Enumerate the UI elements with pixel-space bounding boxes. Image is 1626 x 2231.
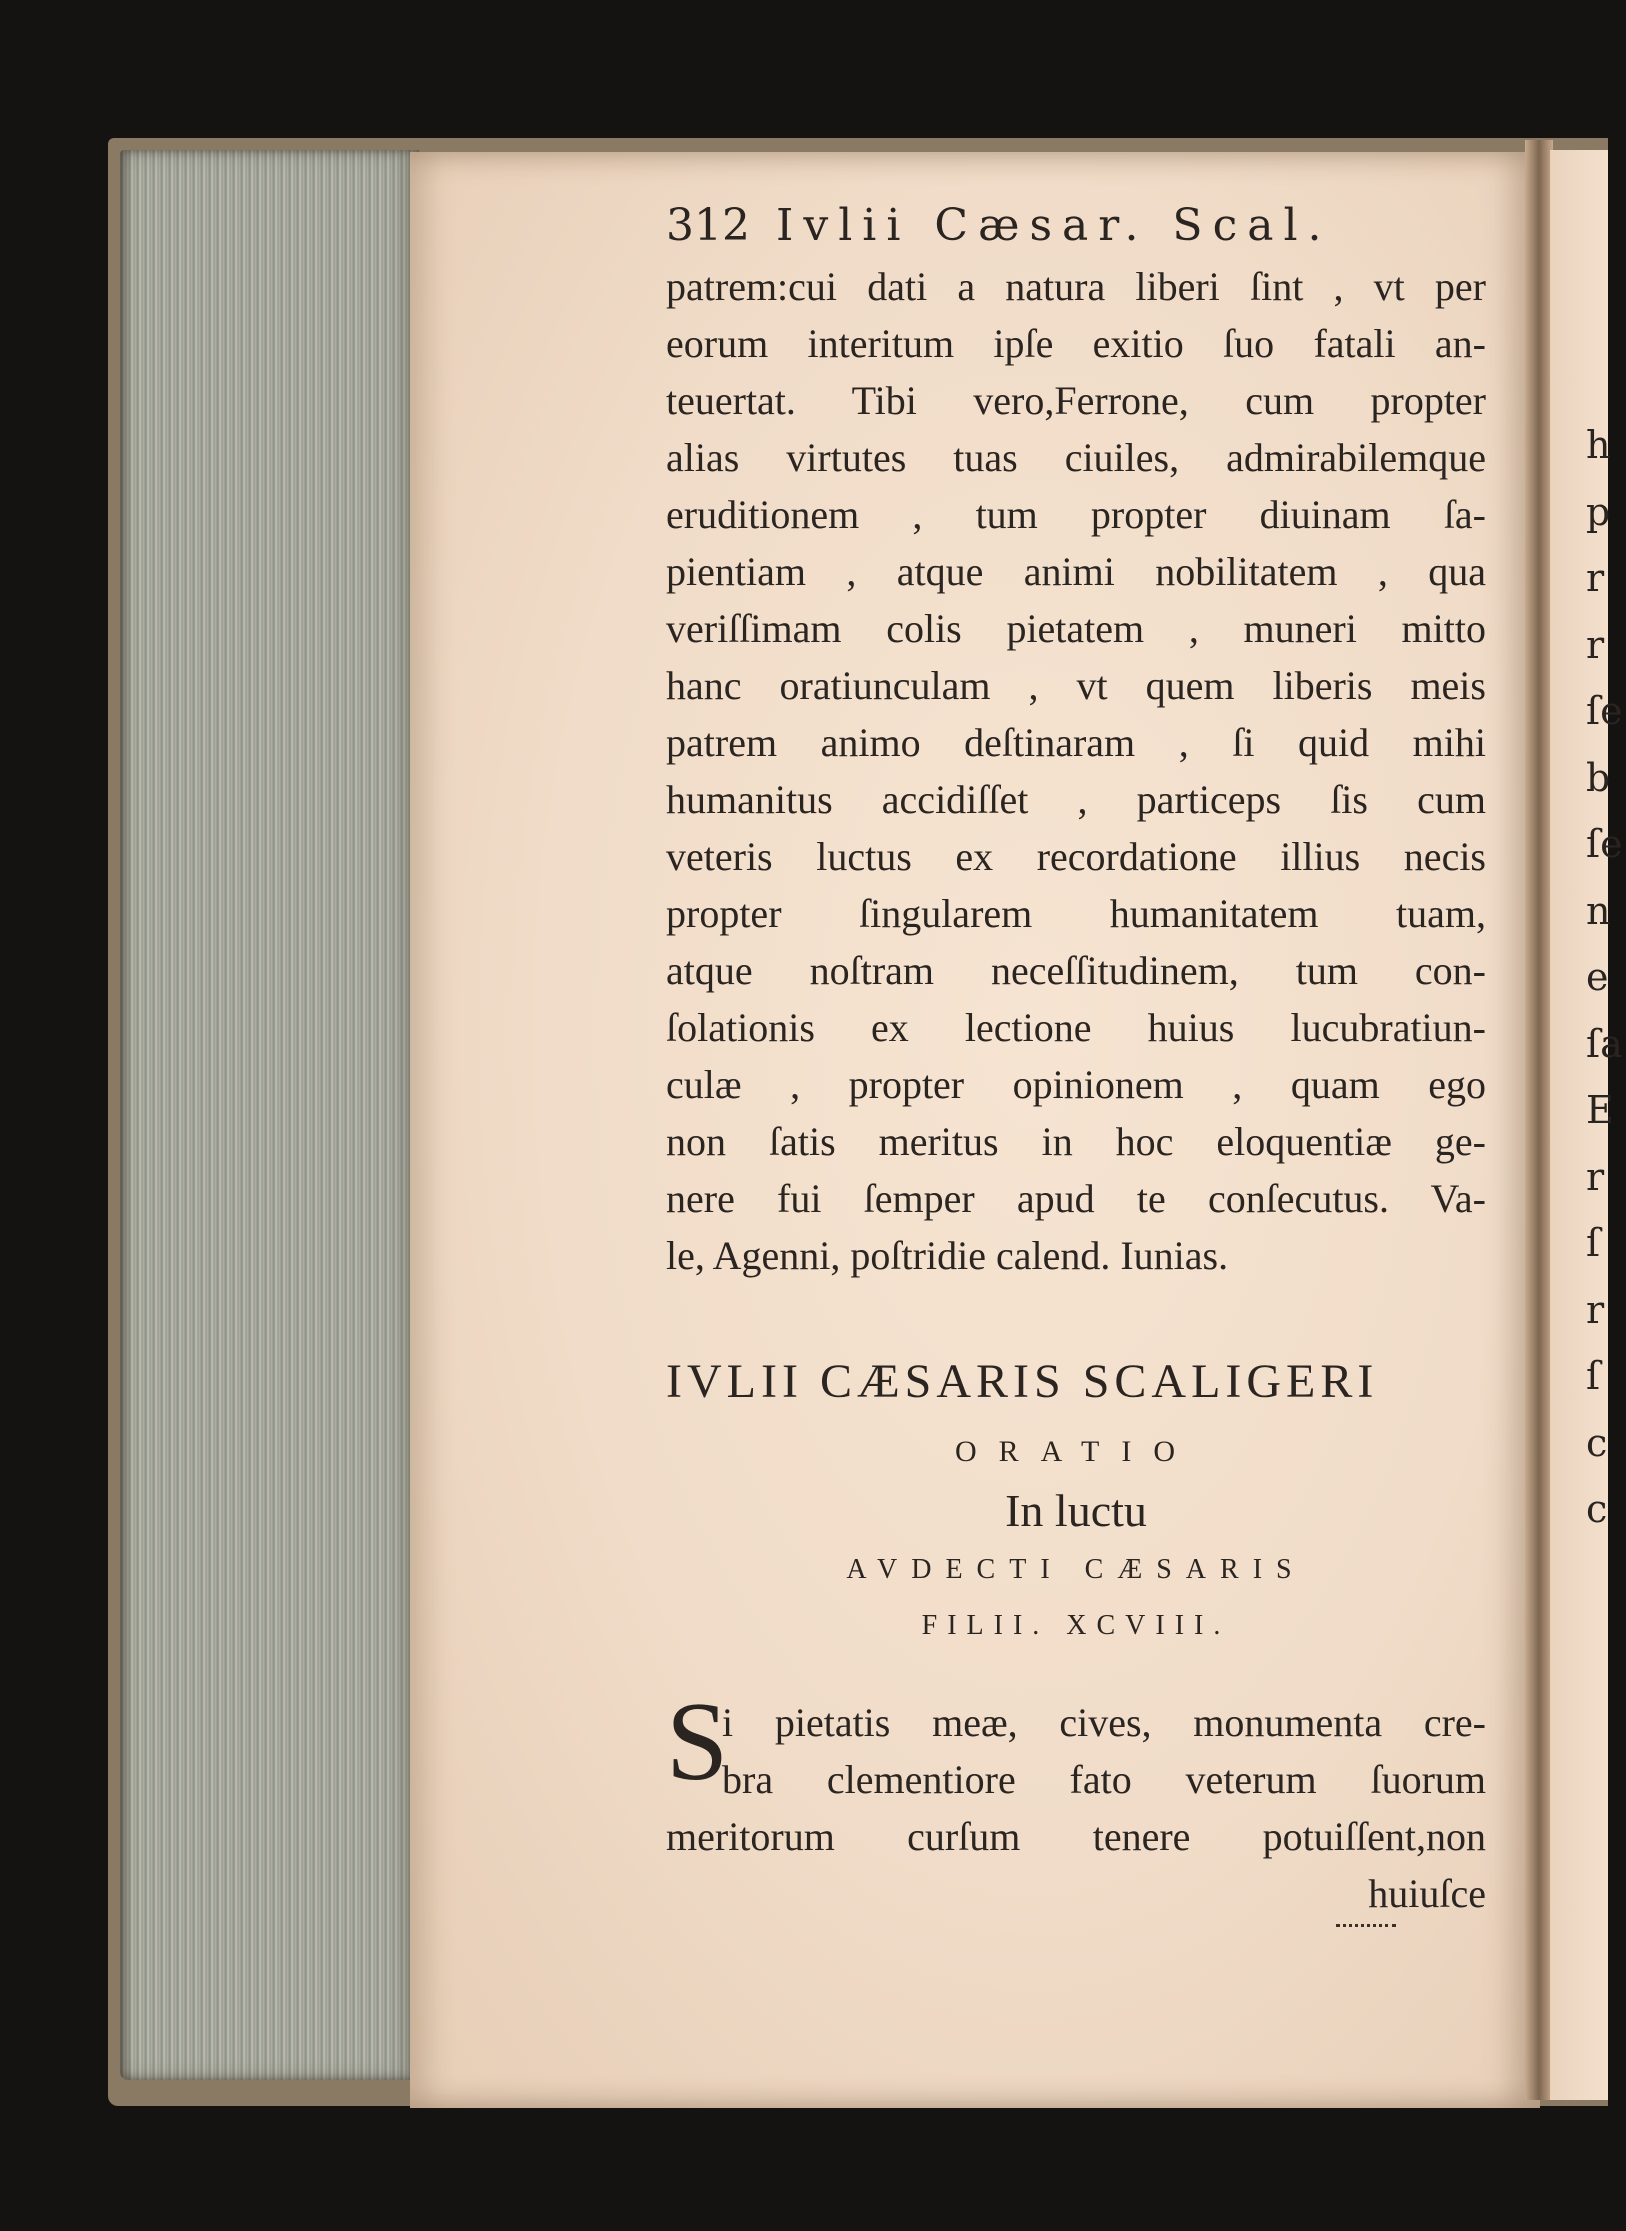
oration-full-lines [666,1808,1486,1865]
drop-cap: S [666,1680,729,1804]
facing-page-letter: e [1586,955,1609,999]
text-line: meritorum curſum tenere potuiſſent,non [666,1814,1486,1859]
text-line: veriſſimam colis pietatem , muneri mitto [666,606,1486,651]
facing-page-letter: p [1586,489,1611,534]
running-head [666,200,1486,258]
text-line: humanitus accidiſſet , particeps ſis cum [666,777,1486,822]
text-line: eruditionem , tum propter diuinam ſa- [666,492,1486,537]
oration-opening [666,1680,1486,1927]
page-edges [120,150,420,2080]
oration-author-heading: IVLII CÆSARIS SCALIGERI [666,1355,1379,1408]
text-line: eorum interitum ipſe exitio ſuo fatali an- [666,321,1486,366]
signature-mark [1336,1924,1396,1927]
facing-page-letter: r [1586,1154,1605,1199]
text-line: patrem:cui dati a natura liberi ſint , vt per [666,264,1486,309]
facing-page-letter: h [1586,423,1611,467]
facing-page-letter: r [1586,556,1605,600]
facing-page-letter: c [1586,1487,1608,1531]
facing-page-letters [1586,412,1626,1543]
text-line: veteris luctus ex recordatione illius necis [666,834,1486,879]
facing-page-letter: r [1586,622,1605,667]
facing-page-letter: ſe [1586,822,1623,866]
facing-page-letter: n [1586,888,1611,933]
text-line: pientiam , atque animi nobilitatem , qua [666,549,1486,594]
facing-page-letter: ſa [1586,1021,1623,1066]
facing-page-letter: ſ [1586,1354,1601,1398]
text-line: bra clementiore fato veterum ſuorum [722,1757,1486,1802]
text-line: le, Agenni, poſtridie calend. Iunias. [666,1233,1229,1278]
dedication-letter [666,258,1486,1284]
text-line: atque noſtram neceſſitudinem, tum con- [666,948,1486,993]
page-text [666,200,1486,1927]
oration-son-title: FILII. XCVIII. [921,1610,1231,1641]
text-line: ſolationis ex lectione huius lucubratiun- [666,1005,1486,1050]
oration-label: ORATIO [955,1435,1197,1468]
book-gutter [1525,140,1553,2100]
text-line: i pietatis meæ, cives, monumenta cre- [722,1700,1486,1745]
facing-page-letter: c [1586,1420,1608,1465]
facing-page-letter: ſe [1586,689,1623,733]
oration-subject: In luctu [1005,1485,1147,1536]
text-line: propter ſingularem humanitatem tuam, [666,891,1486,936]
facing-page-letter: r [1586,1287,1605,1332]
text-line: culæ , propter opinionem , quam ego [666,1062,1486,1107]
text-line: teuertat. Tibi vero,Ferrone, cum propter [666,378,1486,423]
text-line: patrem animo deſtinaram , ſi quid mihi [666,720,1486,765]
catchword: huiuſce [1368,1871,1486,1916]
text-line: nere fui ſemper apud te conſecutus. Va- [666,1176,1486,1221]
facing-page-edge [1550,150,1623,2100]
facing-page-letter: ſ [1586,1221,1601,1265]
text-line: alias virtutes tuas ciuiles, admirabilemque [666,435,1486,480]
text-line: non ſatis meritus in hoc eloquentiæ ge- [666,1119,1486,1164]
oration-indented-lines [666,1694,1486,1808]
facing-page-letter: E [1586,1088,1614,1132]
text-line: hanc oratiunculam , vt quem liberis meis [666,663,1486,708]
page-number: 312 [666,200,750,251]
running-head-title: Ivlii Cæsar. Scal. [775,200,1332,251]
facing-page-letter: b [1586,755,1611,800]
oration-son-name: AVDECTI CÆSARIS [846,1554,1306,1585]
